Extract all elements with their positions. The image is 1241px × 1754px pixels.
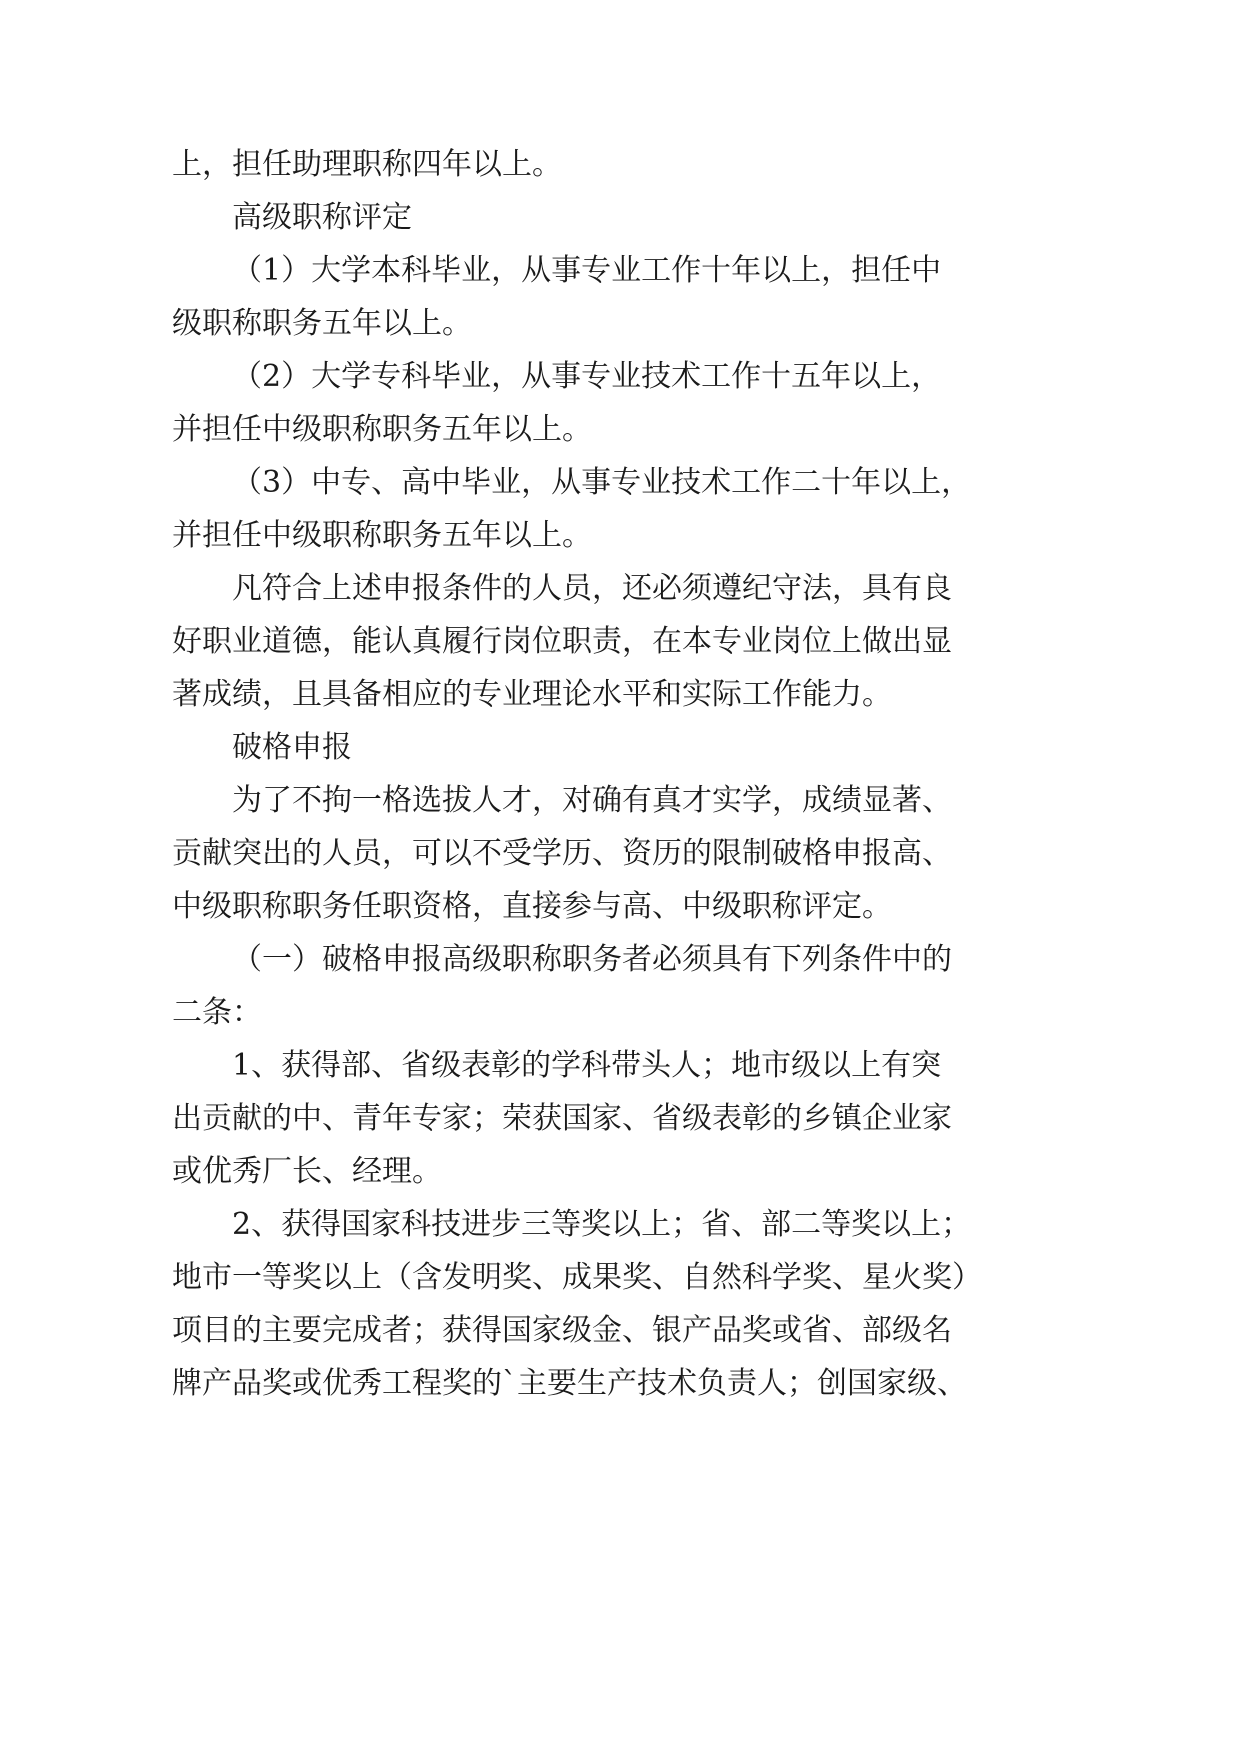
line-14-text: 贡献突出的人员，可以不受学历、资历的限制破格申报高、 (172, 836, 952, 871)
line-24-text: 牌产品奖或优秀工程奖的`主要生产技术负责人；创国家级、 (172, 1366, 967, 1401)
line-1-text: 上，担任助理职称四年以上。 (172, 147, 562, 182)
text-line-8 (0, 507, 1241, 565)
line-10-text: 好职业道德，能认真履行岗位职责，在本专业岗位上做出显 (172, 624, 952, 659)
text-line-17 (0, 984, 1241, 1042)
text-line-19 (0, 1090, 1241, 1148)
text-line-20 (0, 1143, 1241, 1201)
text-line-14 (0, 825, 1241, 883)
text-line-24 (0, 1355, 1241, 1413)
text-line-6 (0, 401, 1241, 459)
line-23-text: 项目的主要完成者；获得国家级金、银产品奖或省、部级名 (172, 1313, 952, 1348)
line-18-text: 1、获得部、省级表彰的学科带头人；地市级以上有突 (232, 1048, 942, 1083)
text-line-4 (0, 295, 1241, 353)
text-line-1 (0, 136, 1241, 194)
line-11-text: 著成绩，且具备相应的专业理论水平和实际工作能力。 (172, 677, 892, 712)
line-6-text: 并担任中级职称职务五年以上。 (172, 412, 592, 447)
text-line-10 (0, 613, 1241, 671)
text-line-18 (0, 1037, 1241, 1095)
text-line-9 (0, 560, 1241, 618)
line-16-text: （一）破格申报高级职称职务者必须具有下列条件中的 (232, 942, 952, 977)
text-line-22 (0, 1249, 1241, 1307)
line-20-text: 或优秀厂长、经理。 (172, 1154, 442, 1189)
line-8-text: 并担任中级职称职务五年以上。 (172, 518, 592, 553)
section-heading-senior-title (0, 189, 1241, 247)
text-line-13 (0, 772, 1241, 830)
line-7-text: （3）中专、高中毕业，从事专业技术工作二十年以上， (232, 465, 972, 500)
text-line-7 (0, 454, 1241, 512)
line-21-text: 2、获得国家科技进步三等奖以上；省、部二等奖以上； (232, 1207, 972, 1242)
text-line-21 (0, 1196, 1241, 1254)
line-12-text: 破格申报 (232, 730, 352, 765)
line-15-text: 中级职称职务任职资格，直接参与高、中级职称评定。 (172, 889, 892, 924)
section-heading-exceptional (0, 719, 1241, 777)
line-2-text: 高级职称评定 (232, 200, 412, 235)
text-line-5 (0, 348, 1241, 406)
line-4-text: 级职称职务五年以上。 (172, 306, 472, 341)
text-line-11 (0, 666, 1241, 724)
line-17-text: 二条： (172, 995, 262, 1030)
line-22-text: 地市一等奖以上（含发明奖、成果奖、自然科学奖、星火奖） (172, 1260, 982, 1295)
line-3-text: （1）大学本科毕业，从事专业工作十年以上，担任中 (232, 253, 942, 288)
text-line-15 (0, 878, 1241, 936)
line-9-text: 凡符合上述申报条件的人员，还必须遵纪守法，具有良 (232, 571, 952, 606)
line-5-text: （2）大学专科毕业，从事专业技术工作十五年以上， (232, 359, 942, 394)
text-line-16 (0, 931, 1241, 989)
text-line-3 (0, 242, 1241, 300)
line-19-text: 出贡献的中、青年专家；荣获国家、省级表彰的乡镇企业家 (172, 1101, 952, 1136)
line-13-text: 为了不拘一格选拔人才，对确有真才实学，成绩显著、 (232, 783, 952, 818)
text-line-23 (0, 1302, 1241, 1360)
